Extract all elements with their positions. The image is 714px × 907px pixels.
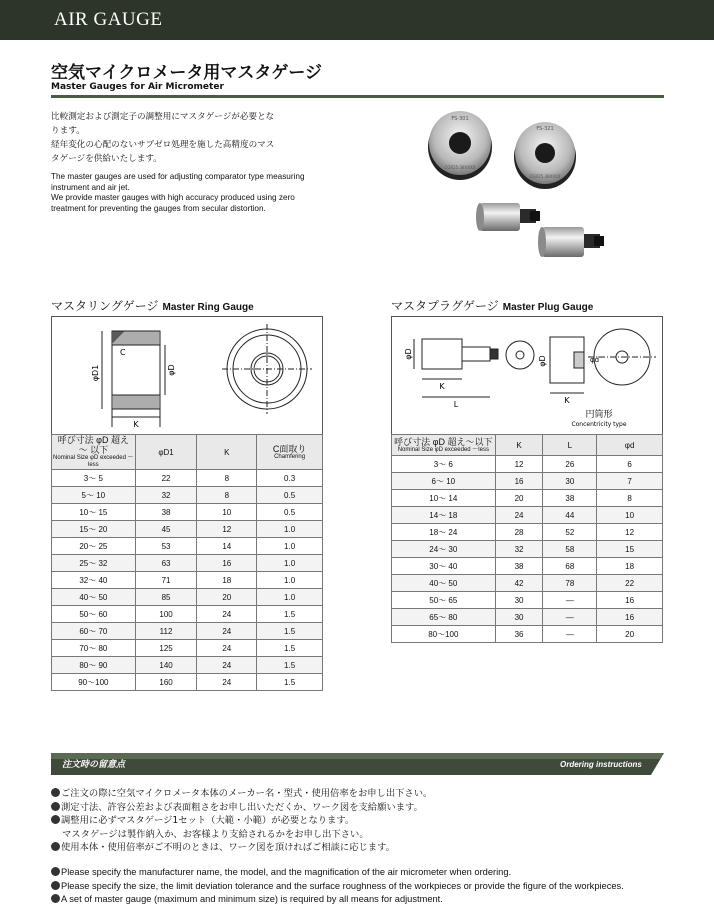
plug-cell-d: 16 xyxy=(597,592,663,609)
plug-cell-l: 26 xyxy=(543,456,597,473)
ring-cell-d1: 140 xyxy=(135,657,197,674)
plug-cell-d: 18 xyxy=(597,558,663,575)
plug-cell-d: 16 xyxy=(597,609,663,626)
table-row xyxy=(392,507,663,524)
ring-gauge-photo-2 xyxy=(514,122,576,189)
note-en-text: A set of master gauge (maximum and minimum size) is required by all means for adjustment. xyxy=(61,894,443,905)
intro-en-line: We provide master gauges with high accuracy produced using zero xyxy=(51,193,295,202)
ring-table-header xyxy=(52,435,323,470)
plug-cell-l: 30 xyxy=(543,473,597,490)
intro-jp-line: 経年変化の心配のないサブゼロ処理を施した高精度のマス xyxy=(51,140,275,150)
ring-col-d1: φD1 xyxy=(135,435,197,470)
plug-col-l: L xyxy=(543,435,597,456)
plug-col-nominal xyxy=(392,435,496,456)
plug-cell-k: 30 xyxy=(495,592,543,609)
ordering-title-en: Ordering instructions xyxy=(560,760,642,769)
plug-cell-l: 68 xyxy=(543,558,597,575)
table-row xyxy=(392,524,663,541)
table-row xyxy=(52,521,323,538)
note-jp xyxy=(51,828,681,842)
ring-cell-size: 10～ 15 xyxy=(52,504,136,521)
plug-cell-d: 6 xyxy=(597,456,663,473)
concentric-plug-view xyxy=(550,329,656,393)
plug-cell-size: 50～ 65 xyxy=(392,592,496,609)
ring-label-2: FS-321 xyxy=(536,126,554,132)
table-row xyxy=(52,623,323,640)
plug-cell-k: 42 xyxy=(495,575,543,592)
plug-cell-size: 10～ 14 xyxy=(392,490,496,507)
note-jp xyxy=(51,841,681,855)
bullet-icon xyxy=(51,842,60,851)
ring-section-title xyxy=(51,297,254,314)
plug-cell-size: 14～ 18 xyxy=(392,507,496,524)
table-row xyxy=(52,640,323,657)
plug-cell-d: 20 xyxy=(597,626,663,643)
plug-diagram-panel xyxy=(391,316,663,436)
plug-cell-d: 22 xyxy=(597,575,663,592)
ring-cell-k: 8 xyxy=(197,487,257,504)
ring-cell-k: 12 xyxy=(197,521,257,538)
ring-cell-size: 5～ 10 xyxy=(52,487,136,504)
bullet-icon xyxy=(51,815,60,824)
ring-spec-table xyxy=(51,434,323,691)
ring-cell-k: 24 xyxy=(197,606,257,623)
table-row xyxy=(52,470,323,487)
ring-cell-c: 1.5 xyxy=(257,623,323,640)
note-jp-text: 測定寸法、許容公差および表面粗さをお申し出いただくか、ワーク図を支給願います。 xyxy=(61,801,423,813)
ordering-title-jp: 注文時の留意点 xyxy=(62,760,126,770)
ring-cell-k: 10 xyxy=(197,504,257,521)
note-en xyxy=(51,893,681,907)
ring-cell-d1: 38 xyxy=(135,504,197,521)
plug-dim-d2: φD xyxy=(538,355,547,367)
intro-jp-line: タゲージを供給いたします。 xyxy=(51,154,162,164)
plug-side-view xyxy=(414,339,498,397)
table-row xyxy=(392,541,663,558)
table-row xyxy=(52,504,323,521)
table-row xyxy=(52,572,323,589)
note-jp-text: ご注文の際に空気マイクロメータ本体のメーカー名・型式・使用倍率をお申し出下さい。 xyxy=(61,788,433,799)
ring-cell-k: 14 xyxy=(197,538,257,555)
ring-code-2: CGR25.38XXXX xyxy=(529,174,561,179)
ring-c-jp: C面取り xyxy=(272,443,307,454)
note-en xyxy=(51,880,681,894)
plug-cell-k: 16 xyxy=(495,473,543,490)
plug-cell-size: 3～ 6 xyxy=(392,456,496,473)
plug-cell-l: 38 xyxy=(543,490,597,507)
plug-cell-k: 20 xyxy=(495,490,543,507)
plug-cell-d: 10 xyxy=(597,507,663,524)
intro-jp-line: ります。 xyxy=(51,126,85,136)
plug-cell-k: 38 xyxy=(495,558,543,575)
product-photo xyxy=(420,105,630,270)
plug-cell-d: 12 xyxy=(597,524,663,541)
plug-cell-k: 32 xyxy=(495,541,543,558)
plug-dim-k2: K xyxy=(564,396,570,405)
ring-cell-k: 20 xyxy=(197,589,257,606)
ring-cell-c: 1.0 xyxy=(257,572,323,589)
ring-cell-c: 0.5 xyxy=(257,487,323,504)
ring-dim-d1: φD1 xyxy=(91,364,100,382)
plug-dim-d: φD xyxy=(404,348,413,360)
ordering-notes xyxy=(51,787,681,907)
ring-cell-d1: 45 xyxy=(135,521,197,538)
table-row xyxy=(52,606,323,623)
plug-cell-size: 30～ 40 xyxy=(392,558,496,575)
ring-title-en: Master Ring Gauge xyxy=(162,302,254,313)
ring-cell-k: 24 xyxy=(197,640,257,657)
ring-front-view xyxy=(222,324,312,414)
intro-en-line: The master gauges are used for adjusting comparator type measuring xyxy=(51,172,305,181)
plug-cell-d: 15 xyxy=(597,541,663,558)
table-row xyxy=(392,592,663,609)
ring-cell-d1: 32 xyxy=(135,487,197,504)
intro-en-line: instrument and air jet. xyxy=(51,182,130,192)
ring-cell-c: 1.0 xyxy=(257,589,323,606)
ring-cell-c: 1.0 xyxy=(257,555,323,572)
plug-cell-d: 7 xyxy=(597,473,663,490)
ring-cell-d1: 71 xyxy=(135,572,197,589)
plug-cell-l: — xyxy=(543,609,597,626)
plug-cell-k: 28 xyxy=(495,524,543,541)
concentric-label-jp: 円筒形 xyxy=(585,410,613,420)
intro-en-line: treatment for preventing the gauges from secular distortion. xyxy=(51,203,266,213)
table-row xyxy=(52,555,323,572)
plug-cell-k: 30 xyxy=(495,609,543,626)
note-jp-text: マスタゲージは製作納入か、お客様より支給されるかをお申し出下さい。 xyxy=(62,828,369,840)
table-row xyxy=(52,674,323,691)
table-row xyxy=(392,558,663,575)
note-jp-text: 使用本体・使用倍率がご不明のときは、ワーク図を頂ければご相談に応じます。 xyxy=(61,842,395,854)
bullet-icon xyxy=(51,894,60,903)
ring-cell-size: 15～ 20 xyxy=(52,521,136,538)
bullet-icon xyxy=(51,881,60,890)
ring-diagram-panel xyxy=(51,316,323,436)
ring-c-en: Chamfering xyxy=(274,453,306,460)
plug-col-d: φd xyxy=(597,435,663,456)
table-row xyxy=(392,575,663,592)
plug-dim-dd: φd xyxy=(590,356,600,364)
table-row xyxy=(392,473,663,490)
ring-title-jp: マスタリングゲージ xyxy=(51,299,159,313)
ring-code-1: CGR25.38XXXX xyxy=(444,165,476,170)
note-en-text: Please specify the size, the limit deviation tolerance and the surface roughness of the workpieces or provide the figure of the workpieces. xyxy=(61,880,624,891)
ring-cell-d1: 100 xyxy=(135,606,197,623)
note-en-text: Please specify the manufacturer name, the model, and the magnification of the air micrometer when ordering. xyxy=(61,866,512,877)
intro-jp xyxy=(51,110,331,166)
ring-gauge-photo-1 xyxy=(428,111,492,180)
plug-cell-l: 44 xyxy=(543,507,597,524)
plug-section-title xyxy=(391,297,593,314)
plug-title-jp: マスタプラグゲージ xyxy=(391,299,499,313)
page-subtitle: Master Gauges for Air Micrometer xyxy=(51,82,224,92)
plug-gauge-photo-1 xyxy=(476,203,540,231)
ring-cell-size: 40～ 50 xyxy=(52,589,136,606)
ring-dim-k: K xyxy=(133,420,139,429)
ring-cell-size: 70～ 80 xyxy=(52,640,136,657)
ring-cell-size: 20～ 25 xyxy=(52,538,136,555)
table-row xyxy=(392,456,663,473)
bullet-icon xyxy=(51,802,60,811)
plug-cell-l: 78 xyxy=(543,575,597,592)
ring-cell-k: 24 xyxy=(197,623,257,640)
ring-cell-k: 18 xyxy=(197,572,257,589)
ring-cell-size: 60～ 70 xyxy=(52,623,136,640)
ring-cell-size: 50～ 60 xyxy=(52,606,136,623)
header-bar xyxy=(0,0,714,40)
plug-cell-size: 40～ 50 xyxy=(392,575,496,592)
ring-label-1: FS-301 xyxy=(451,116,469,122)
ring-dim-d: φD xyxy=(167,364,176,376)
table-row xyxy=(392,490,663,507)
plug-nominal-jp: 呼び寸法 φD 超え～以下 xyxy=(394,436,493,447)
plug-cell-d: 8 xyxy=(597,490,663,507)
ring-dim-c: C xyxy=(120,348,126,357)
header-title: AIR GAUGE xyxy=(54,9,163,30)
plug-cell-size: 18～ 24 xyxy=(392,524,496,541)
ring-cell-k: 24 xyxy=(197,674,257,691)
ring-cell-c: 1.0 xyxy=(257,521,323,538)
plug-col-k: K xyxy=(495,435,543,456)
ring-cell-d1: 85 xyxy=(135,589,197,606)
intro-text xyxy=(51,110,331,214)
table-row xyxy=(52,589,323,606)
table-row xyxy=(52,657,323,674)
plug-cell-size: 24～ 30 xyxy=(392,541,496,558)
ring-cell-k: 16 xyxy=(197,555,257,572)
ring-cell-c: 1.5 xyxy=(257,640,323,657)
note-jp xyxy=(51,801,681,815)
plug-diagram xyxy=(392,317,662,435)
plug-cell-k: 24 xyxy=(495,507,543,524)
plug-dim-k: K xyxy=(439,382,445,391)
ring-diagram xyxy=(52,317,322,435)
plug-dim-l: L xyxy=(453,400,459,409)
title-divider xyxy=(51,95,664,98)
bullet-icon xyxy=(51,788,60,797)
note-jp xyxy=(51,814,681,828)
concentric-label-en: Concentricity type xyxy=(571,421,627,428)
ring-cell-c: 1.5 xyxy=(257,674,323,691)
ring-cell-d1: 53 xyxy=(135,538,197,555)
table-row xyxy=(392,609,663,626)
plug-end-view xyxy=(506,341,534,369)
ring-cell-k: 8 xyxy=(197,470,257,487)
plug-cell-l: 58 xyxy=(543,541,597,558)
plug-cell-k: 36 xyxy=(495,626,543,643)
table-row xyxy=(52,538,323,555)
ring-cell-c: 1.5 xyxy=(257,606,323,623)
ring-cell-d1: 112 xyxy=(135,623,197,640)
plug-cell-size: 65～ 80 xyxy=(392,609,496,626)
plug-cell-k: 12 xyxy=(495,456,543,473)
plug-cell-l: 52 xyxy=(543,524,597,541)
plug-cell-size: 80～100 xyxy=(392,626,496,643)
table-row xyxy=(52,487,323,504)
bullet-icon xyxy=(51,867,60,876)
ring-cell-size: 80～ 90 xyxy=(52,657,136,674)
intro-en xyxy=(51,172,331,214)
ring-section-view xyxy=(102,331,165,427)
ring-cell-c: 1.0 xyxy=(257,538,323,555)
plug-cell-l: — xyxy=(543,626,597,643)
ring-cell-size: 25～ 32 xyxy=(52,555,136,572)
ring-cell-c: 1.5 xyxy=(257,657,323,674)
note-jp-text: 調整用に必ずマスタゲージ1セット（大範・小範）が必要となります。 xyxy=(61,815,355,827)
ring-col-k: K xyxy=(197,435,257,470)
ring-cell-size: 3～ 5 xyxy=(52,470,136,487)
ring-cell-k: 24 xyxy=(197,657,257,674)
ring-col-nominal xyxy=(52,435,136,470)
ring-nominal-jp: 呼び寸法 φD 超え ～ 以下 xyxy=(57,435,130,455)
plug-cell-size: 6～ 10 xyxy=(392,473,496,490)
ring-cell-c: 0.3 xyxy=(257,470,323,487)
ring-col-c xyxy=(257,435,323,470)
intro-jp-line: 比較測定および測定子の調整用にマスタゲージが必要とな xyxy=(51,112,275,122)
note-jp xyxy=(51,787,681,801)
ring-cell-d1: 160 xyxy=(135,674,197,691)
plug-title-en: Master Plug Gauge xyxy=(502,302,594,313)
note-en xyxy=(51,866,681,880)
ring-nominal-en: Nominal Size φD exceeded ～less xyxy=(53,455,134,468)
ring-cell-d1: 22 xyxy=(135,470,197,487)
plug-cell-l: — xyxy=(543,592,597,609)
ring-cell-d1: 125 xyxy=(135,640,197,657)
ring-cell-size: 32～ 40 xyxy=(52,572,136,589)
ring-cell-d1: 63 xyxy=(135,555,197,572)
plug-gauge-photo-2 xyxy=(538,227,604,257)
plug-nominal-en: Nominal Size φD exceeded ～less xyxy=(397,446,489,453)
plug-table-header xyxy=(392,435,663,456)
ring-cell-c: 0.5 xyxy=(257,504,323,521)
plug-spec-table xyxy=(391,434,663,643)
table-row xyxy=(392,626,663,643)
page-title: 空気マイクロメータ用マスタゲージ xyxy=(51,63,322,83)
ring-cell-size: 90～100 xyxy=(52,674,136,691)
